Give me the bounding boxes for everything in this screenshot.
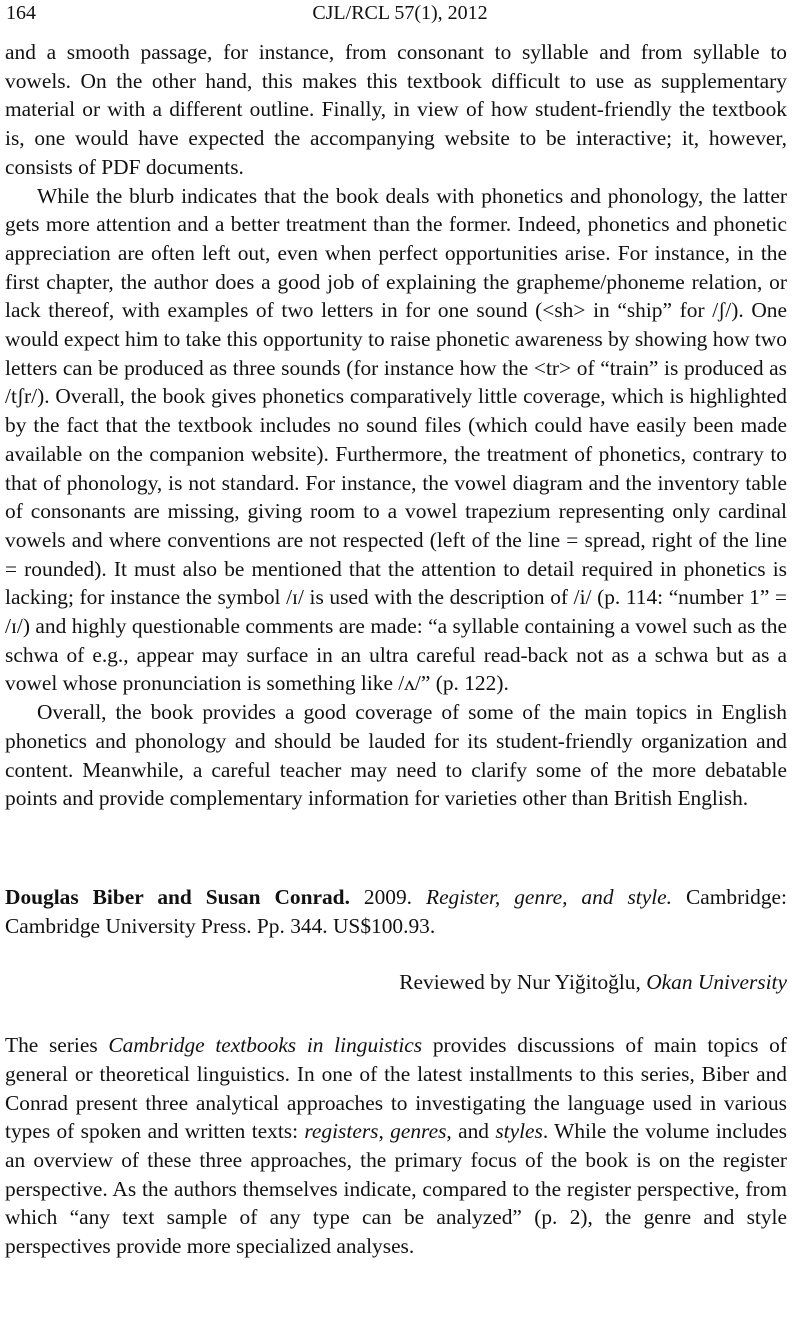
term-genres: genres <box>390 1119 447 1144</box>
paragraph-3: Overall, the book provides a good coverage of some of the main topics in English phonetics and phonology and should be lauded for its student-friendly organization and content. Meanwhile, a careful teacher may need to clarify some of the more debatable points and provide complementary information for varieties other than British English. <box>5 700 787 811</box>
book-year: 2009. <box>363 884 413 909</box>
reviewer-affiliation: Okan University <box>646 970 787 995</box>
reviewer-line <box>5 968 787 997</box>
running-header <box>0 0 800 26</box>
term-registers: registers <box>304 1119 379 1144</box>
review-intro-paragraph <box>5 1031 787 1261</box>
page-number: 164 <box>6 2 36 24</box>
reviewer-name: Reviewed by Nur Yiğitoğlu, <box>399 970 641 995</box>
term-styles: styles <box>495 1119 543 1144</box>
section-gap <box>5 813 787 883</box>
paragraph-2: While the blurb indicates that the book deals with phonetics and phonology, the latter gets more attention and a better treatment than the former. Indeed, phonetics and phonetic appreciation are often left out, even when perfect opportunities arise. For instance, in the first chapter, the author does a good job of explaining the grapheme/phoneme relation, or lack thereof, with examples of two letters in for one sound (<sh> in “ship” for /ʃ/). One would expect him to take this opportunity to raise phonetic awareness by showing how two letters can be produced as three sounds (for instance how the <tr> of “train” is produced as /tʃr/). Overall, the book gives phonetics comparatively little coverage, which is highlighted by the fact that the textbook includes no sound files (which could have easily been made available on the companion website). Furthermore, the treatment of phonetics, contrary to that of phonology, is not standard. For instance, the vowel diagram and the inventory table of consonants are missing, giving room to a vowel trapezium representing only cardinal vowels and where conventions are not respected (left of the line = spread, right of the line = rounded). It must also be mentioned that the attention to detail required in phonetics is lacking; for instance the symbol /ɪ/ is used with the description of /i/ (p. 114: “number 1” = /ɪ/) and highly questionable comments are made: “a syllable containing a vowel such as the schwa of e.g., appear may surface in an ultra careful read-back not as a schwa but as a vowel whose pronunciation is something like /ʌ/” (p. 122). <box>5 183 787 696</box>
intro-lead: The series <box>5 1033 98 1058</box>
citation-gap <box>5 940 787 968</box>
intro-rest: . While the volume includes an overview of these three approaches, the primary focus of the book is on the register perspective. As the authors themselves indicate, compared to the register perspective, from which “any text sample of any type can be analyzed” (p. 2), the genre and style perspectives provide more specialized analyses. <box>5 1119 787 1259</box>
journal-citation: CJL/RCL 57(1), 2012 <box>312 2 488 24</box>
term-sep-1: , <box>378 1119 384 1144</box>
book-title: Register, genre, and style. <box>426 884 673 909</box>
book-authors: Douglas Biber and Susan Conrad. <box>5 884 350 909</box>
term-sep-2: , and <box>446 1119 489 1144</box>
article-body <box>5 38 787 1261</box>
intro-mid: provides discussions of main topics of general or theoretical linguistics. In one of the latest installments to this series, Biber and Conrad present three analytical approaches to investigating the language used in various types of spoken and written texts: <box>5 1033 787 1144</box>
reviewer-gap <box>5 997 787 1031</box>
series-title: Cambridge textbooks in linguistics <box>108 1033 423 1058</box>
paragraph-1: and a smooth passage, for instance, from consonant to syllable and from syllable to vowels. On the other hand, this makes this textbook difficult to use as supplementary material or with a different outline. Finally, in view of how student-friendly the textbook is, one would have expected the accompanying website to be interactive; it, however, consists of PDF documents. <box>5 40 787 179</box>
book-citation <box>5 883 787 940</box>
book-publisher: Cambridge: Cambridge University Press. Pp. 344. US$100.93. <box>5 884 787 938</box>
